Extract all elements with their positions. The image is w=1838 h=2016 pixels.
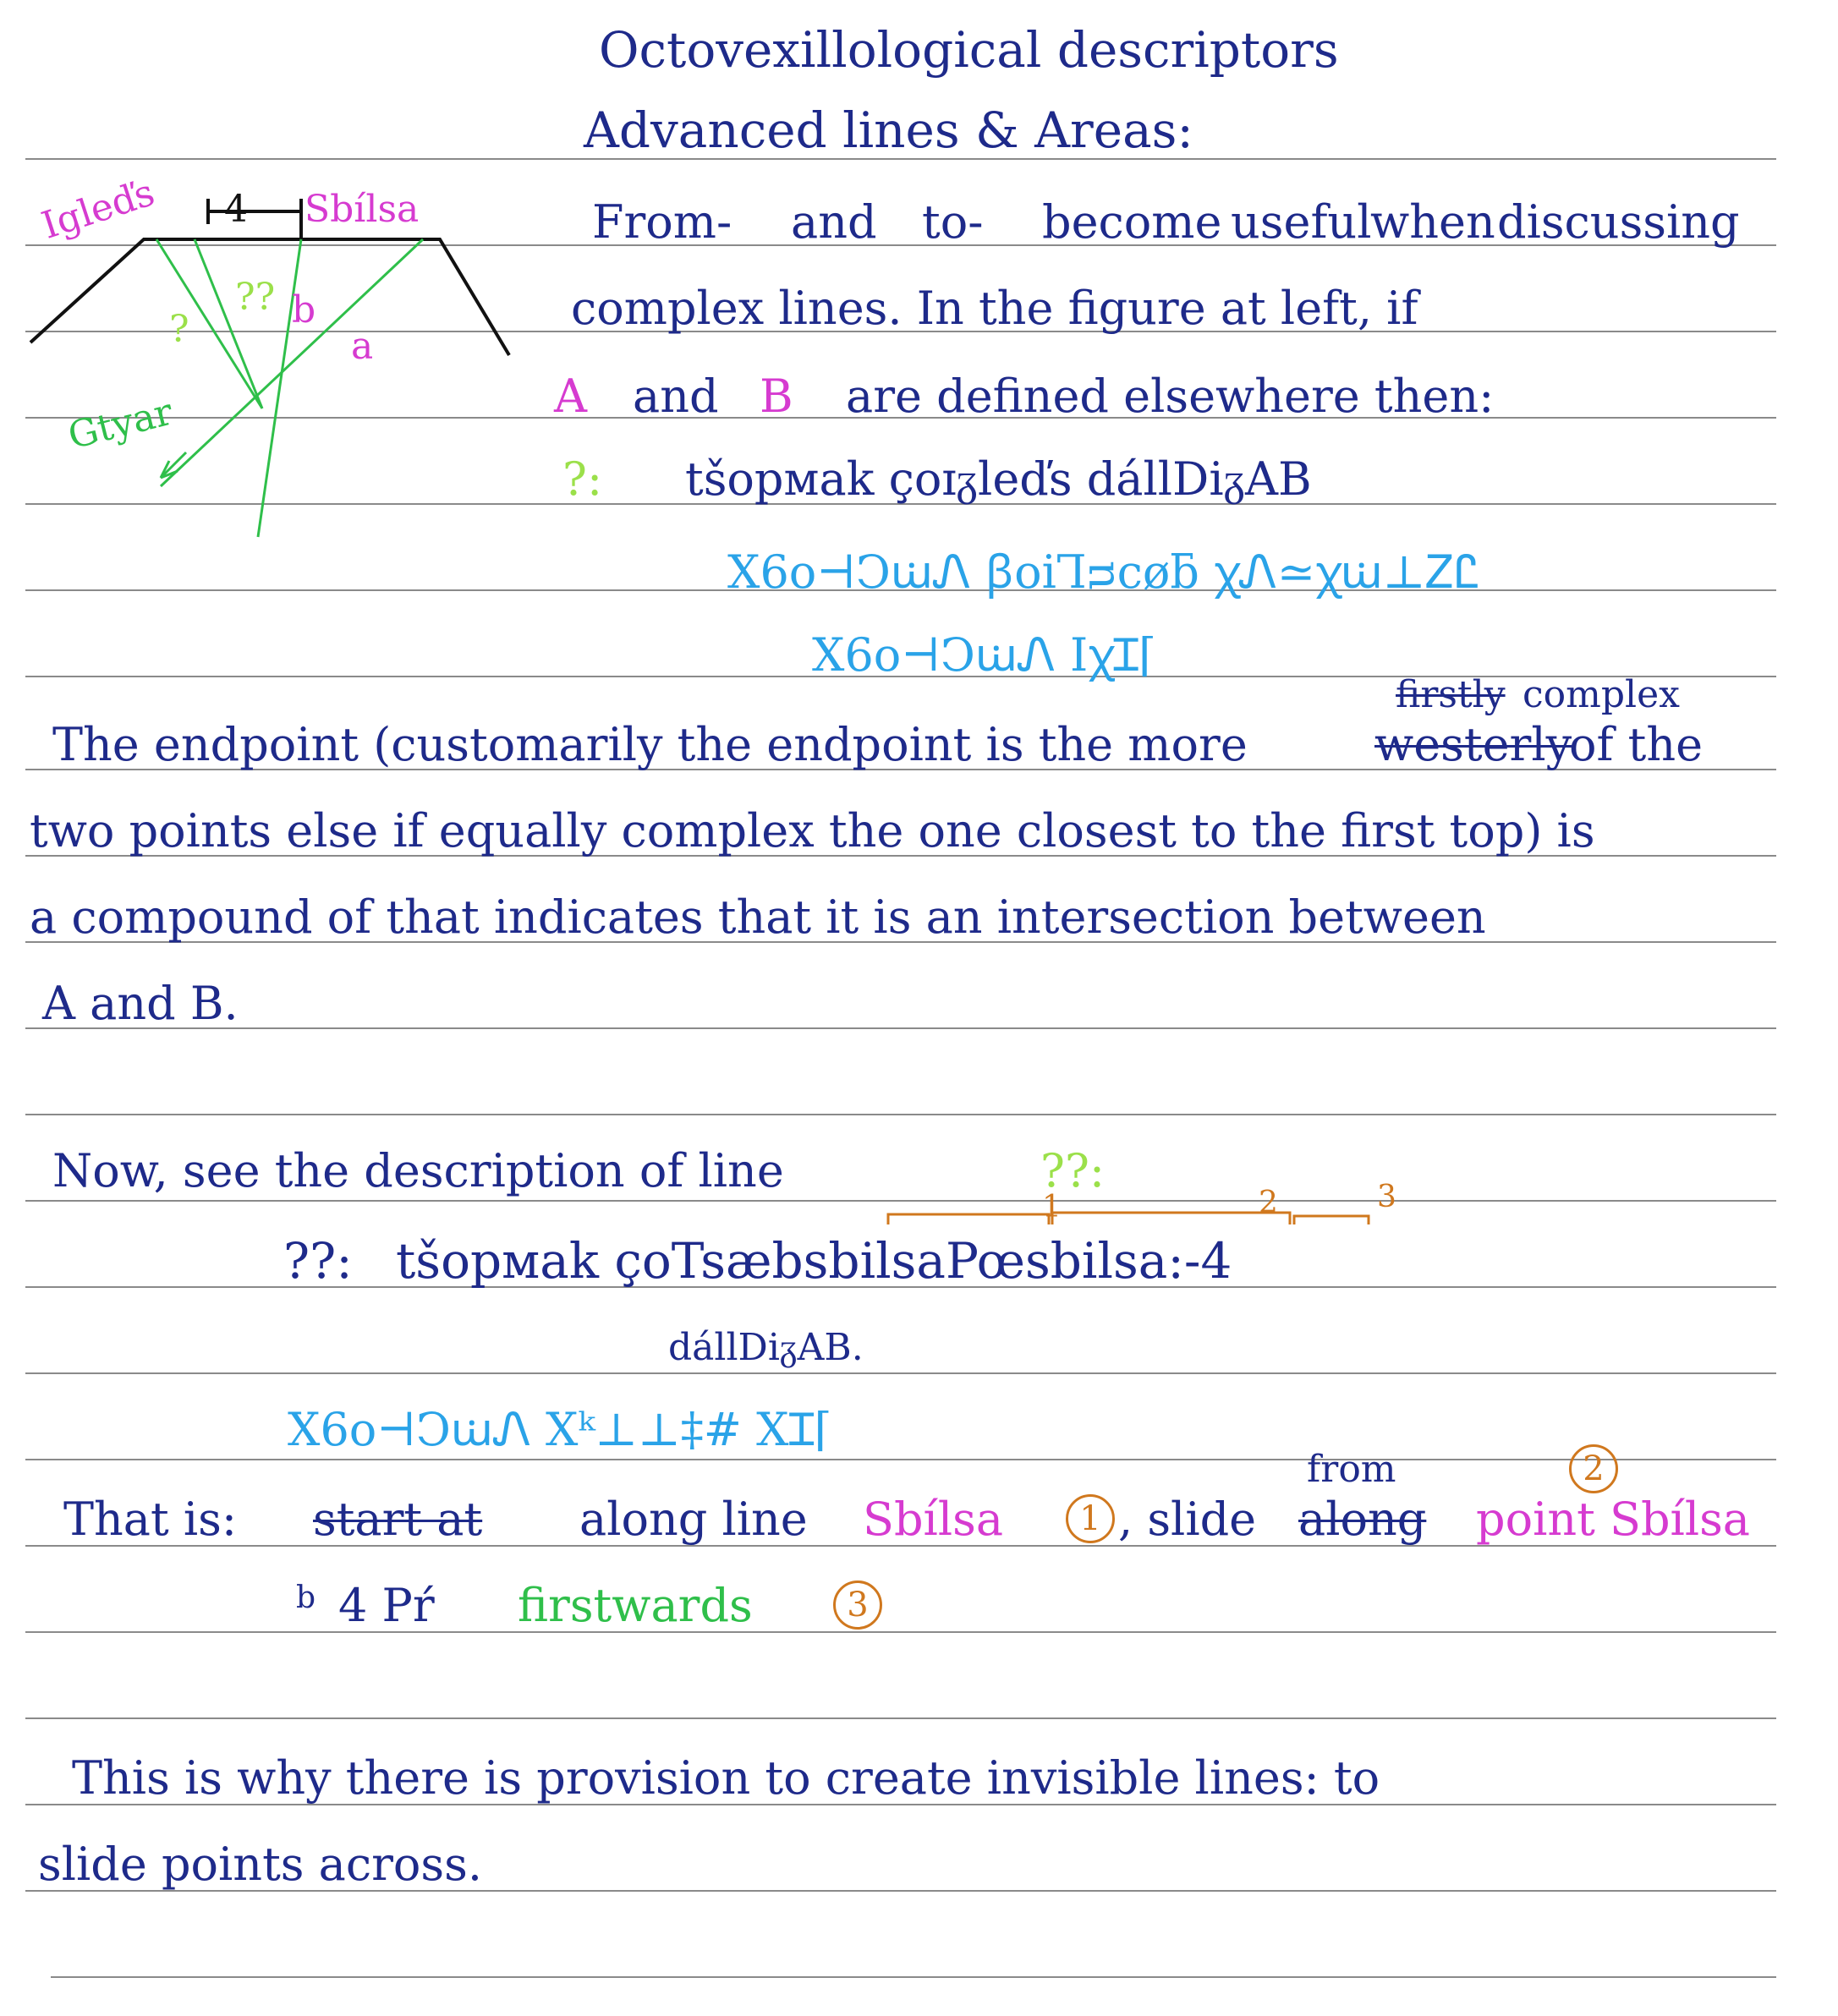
- para4-circle-3: 3: [833, 1578, 882, 1630]
- para3-qq-cont: dállDiᵹAB.: [668, 1326, 864, 1369]
- para4-struck-along: along: [1298, 1493, 1427, 1546]
- para5-line-1: This is why there is provision to create invisible lines: to: [72, 1751, 1380, 1805]
- figure-label-qq: ??: [235, 276, 276, 319]
- para5-line-2: slide points across.: [38, 1838, 482, 1891]
- figure-label-q: ?: [169, 308, 189, 351]
- para1-word-5: useful: [1231, 195, 1372, 249]
- para3-intro-q: ??:: [1040, 1144, 1106, 1197]
- para3-qq-label: ??:: [283, 1232, 353, 1290]
- para1-and: and: [633, 370, 719, 423]
- figure-label-igleds: Igleďs: [36, 171, 160, 248]
- para3-bracket-3: 3: [1377, 1180, 1396, 1214]
- para1-line-2: complex lines. In the figure at left, if: [571, 282, 1418, 335]
- para3-bracket-2: 2: [1259, 1186, 1278, 1220]
- para2-line-1-struck: westerly: [1374, 718, 1572, 771]
- para4-from: from: [1307, 1448, 1396, 1491]
- para1-word-1: From-: [592, 195, 732, 249]
- figure-label-distance: 4: [224, 188, 248, 231]
- para1-word-3: to-: [922, 195, 984, 249]
- para2-line-4: A and B.: [42, 977, 239, 1030]
- para1-var-b: B: [760, 370, 793, 423]
- para4-4pr: 4 Pŕ: [338, 1579, 435, 1632]
- para4-slide: , slide: [1118, 1493, 1257, 1546]
- para3-bracket-1: 1: [1042, 1190, 1062, 1224]
- para1-script-2: X6o⊣ϽꭐᏁ ⅠꭓꞮ⌈: [812, 628, 1157, 682]
- para4-circle-1: 1: [1066, 1492, 1115, 1543]
- figure-label-a: a: [351, 325, 374, 368]
- para2-line-2: two points else if equally complex the one closest to the first top) is: [30, 804, 1595, 857]
- para1-word-2: and: [791, 195, 877, 249]
- para4-along-line: along line: [579, 1493, 808, 1546]
- para2-line-3: a compound of that indicates that it is an intersection between: [30, 890, 1486, 944]
- para4-that-is: That is:: [63, 1493, 238, 1546]
- para1-var-a: A: [554, 370, 587, 423]
- figure-label-sbilsa: Sbílsa: [305, 188, 420, 231]
- para2-line-1a: The endpoint (customarily the endpoint is the more: [52, 718, 1248, 771]
- para1-script-1: X6o⊣ϽꭐᏁ ꞵoiꞀᴝcøƃ ꭓᏁ≃ꭓꭐ⊥ᏃᏝ: [727, 545, 1481, 599]
- para4-by-mark: b: [296, 1580, 316, 1615]
- para4-sbilsa: Sbílsa: [863, 1493, 1004, 1546]
- para1-word-4: become: [1042, 195, 1222, 249]
- page-subtitle: Advanced lines & Areas:: [584, 101, 1193, 159]
- para1-q-label: ?:: [562, 452, 603, 506]
- figure-label-b: b: [292, 288, 316, 331]
- flag-figure: [17, 182, 524, 554]
- para2-line-1b: of the: [1569, 718, 1704, 771]
- para2-insert-above: complex: [1523, 673, 1680, 716]
- para3-intro: Now, see the description of line: [52, 1144, 784, 1197]
- para1-line-3-rest: are defined elsewhere then:: [846, 370, 1495, 423]
- figure-label-gtyar: Gtyar: [63, 390, 178, 458]
- page-title: Octovexillological descriptors: [599, 21, 1339, 79]
- para1-word-7: discussing: [1497, 195, 1740, 249]
- para4-circle-2: 2: [1569, 1442, 1618, 1493]
- para1-q-text: tšopмak ҫoɪᵹleďs dállDiᵹAB: [685, 452, 1312, 506]
- para4-point-sbilsa: point Sbílsa: [1476, 1493, 1750, 1546]
- para1-word-6: when: [1370, 195, 1495, 249]
- para4-struck-start: start at: [313, 1493, 483, 1546]
- para4-firstwards: firstwards: [518, 1579, 753, 1632]
- para3-qq-text: tšopмak ҫoTsæbsbilsaPœsbilsa:-4: [396, 1232, 1232, 1290]
- para3-script: X6o⊣ϽꭐᏁ Xᵏ⊥⊥‡# XꞮ⌈: [288, 1403, 832, 1456]
- para2-struck-above: firstly: [1396, 673, 1506, 716]
